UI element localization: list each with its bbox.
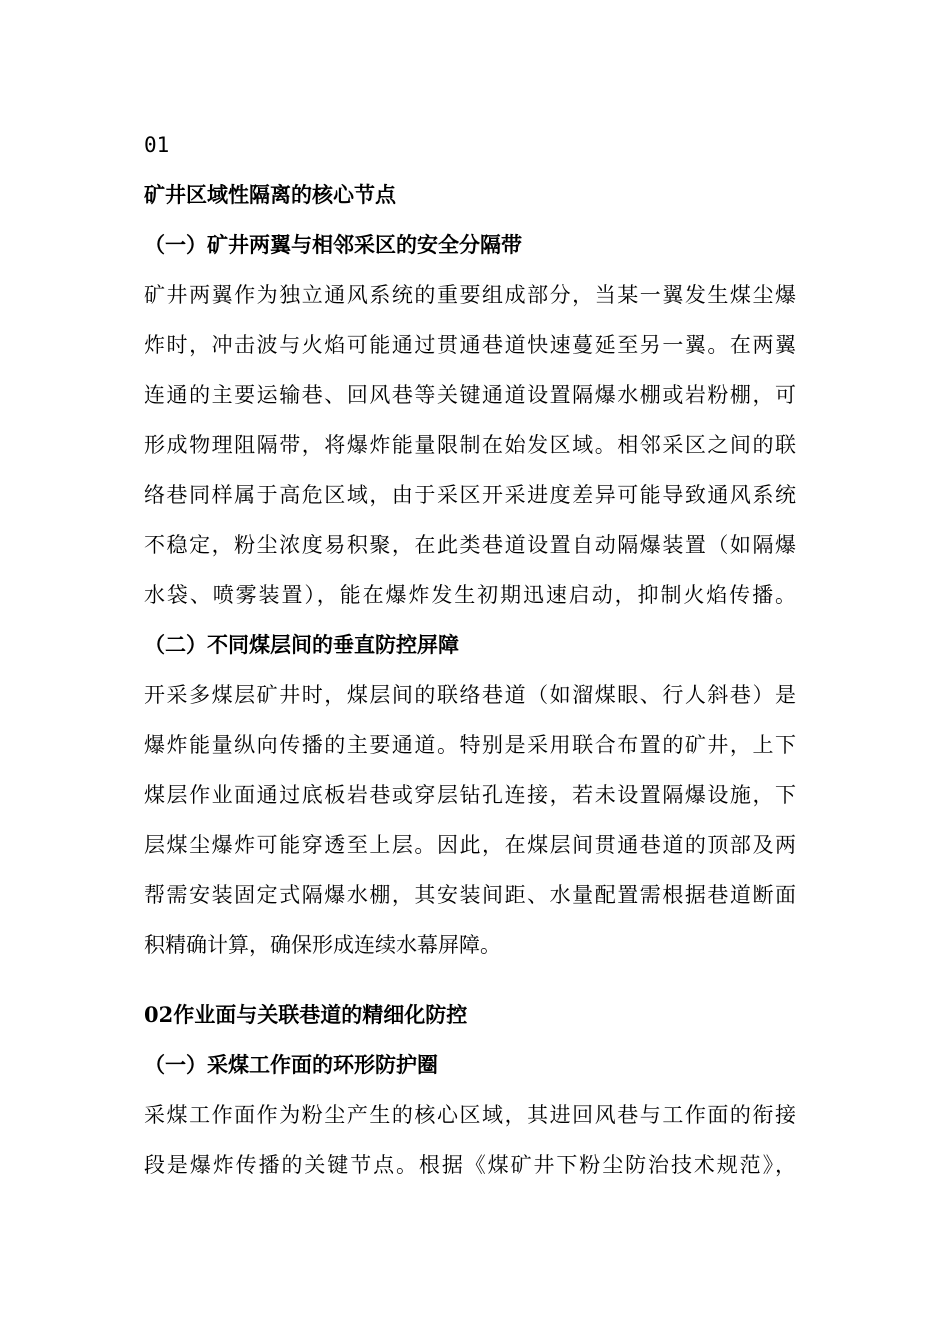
paragraph-line: 层煤尘爆炸可能穿透至上层。因此，在煤层间贯通巷道的顶部及两 bbox=[144, 833, 796, 857]
paragraph-line: 爆炸能量纵向传播的主要通道。特别是采用联合布置的矿井，上下 bbox=[144, 733, 796, 757]
subsection-heading: （一）矿井两翼与相邻采区的安全分隔带 bbox=[144, 232, 522, 257]
subsection-heading: （二）不同煤层间的垂直防控屏障 bbox=[144, 632, 459, 657]
paragraph bbox=[144, 280, 796, 610]
section-title: 矿井区域性隔离的核心节点 bbox=[144, 182, 396, 207]
paragraph-line: 采煤工作面作为粉尘产生的核心区域，其进回风巷与工作面的衔接 bbox=[144, 1103, 796, 1127]
paragraph-line: 矿井两翼作为独立通风系统的重要组成部分，当某一翼发生煤尘爆 bbox=[144, 283, 796, 307]
paragraph-line: 开采多煤层矿井时，煤层间的联络巷道（如溜煤眼、行人斜巷）是 bbox=[144, 683, 796, 707]
paragraph-line: 不稳定，粉尘浓度易积聚，在此类巷道设置自动隔爆装置（如隔爆 bbox=[144, 533, 796, 557]
paragraph-line: 连通的主要运输巷、回风巷等关键通道设置隔爆水棚或岩粉棚，可 bbox=[144, 383, 796, 407]
paragraph-line: 形成物理阻隔带，将爆炸能量限制在始发区域。相邻采区之间的联 bbox=[144, 433, 796, 457]
paragraph bbox=[144, 680, 796, 960]
paragraph-line: 段是爆炸传播的关键节点。根据《煤矿井下粉尘防治技术规范》， bbox=[144, 1153, 796, 1177]
subsection-heading: （一）采煤工作面的环形防护圈 bbox=[144, 1052, 438, 1077]
paragraph-line: 络巷同样属于高危区域，由于采区开采进度差异可能导致通风系统 bbox=[144, 483, 796, 507]
paragraph-line: 帮需安装固定式隔爆水棚，其安装间距、水量配置需根据巷道断面 bbox=[144, 883, 796, 907]
paragraph-line: 炸时，冲击波与火焰可能通过贯通巷道快速蔓延至另一翼。在两翼 bbox=[144, 333, 796, 357]
section-title: 02作业面与关联巷道的精细化防控 bbox=[144, 1002, 468, 1027]
paragraph bbox=[144, 1100, 796, 1180]
paragraph-line: 煤层作业面通过底板岩巷或穿层钻孔连接，若未设置隔爆设施，下 bbox=[144, 783, 796, 807]
paragraph-line: 水袋、喷雾装置），能在爆炸发生初期迅速启动，抑制火焰传播。 bbox=[144, 583, 796, 607]
document-page bbox=[144, 130, 796, 1200]
section-number: 01 bbox=[144, 133, 170, 157]
paragraph-line: 积精确计算，确保形成连续水幕屏障。 bbox=[144, 933, 501, 957]
